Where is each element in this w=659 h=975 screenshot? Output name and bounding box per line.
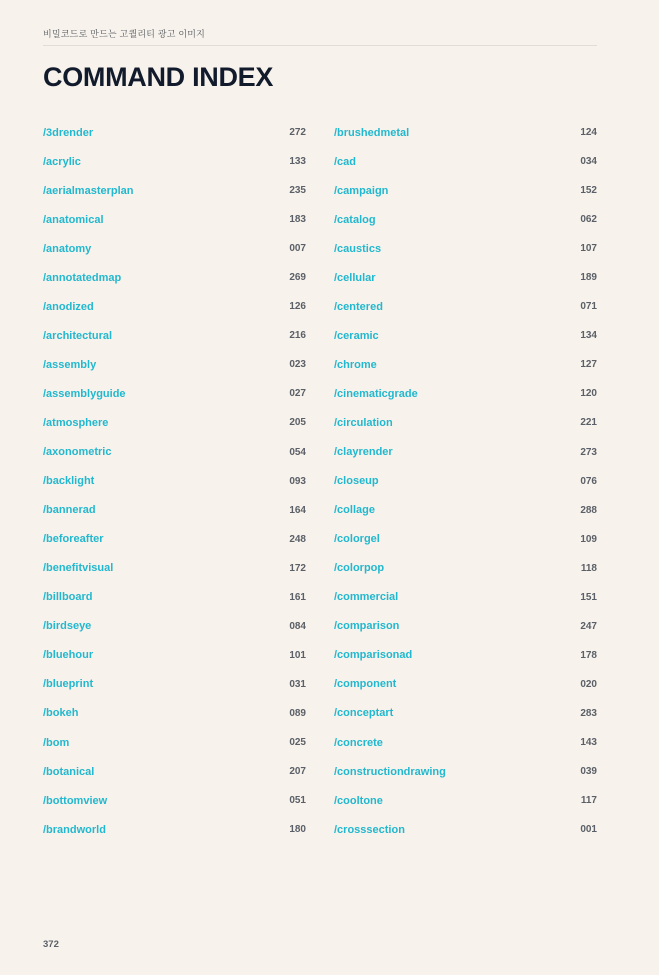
index-entry[interactable]: [43, 379, 306, 408]
command-page-number: 071: [580, 301, 597, 313]
command-page-number: 109: [580, 533, 597, 545]
index-entry[interactable]: [43, 176, 306, 205]
command-name[interactable]: /acrylic: [43, 155, 81, 168]
command-page-number: 221: [580, 417, 597, 429]
index-entry[interactable]: [334, 118, 597, 147]
index-entry[interactable]: [43, 292, 306, 321]
command-page-number: 076: [580, 475, 597, 487]
command-name[interactable]: /bluehour: [43, 649, 94, 662]
index-entry[interactable]: [43, 496, 306, 525]
index-entry[interactable]: [43, 815, 306, 844]
index-entry[interactable]: [334, 408, 597, 437]
index-entry[interactable]: [43, 670, 306, 699]
index-entry[interactable]: [43, 525, 306, 554]
command-name[interactable]: /bottomview: [43, 794, 108, 807]
command-page-number: 164: [289, 504, 306, 516]
index-entry[interactable]: [334, 263, 597, 292]
command-page-number: 248: [289, 533, 306, 545]
index-entry[interactable]: [43, 641, 306, 670]
command-page-number: 031: [289, 678, 306, 690]
index-entry[interactable]: [43, 699, 306, 728]
command-name[interactable]: /cooltone: [334, 794, 383, 807]
index-entry[interactable]: [334, 234, 597, 263]
command-name[interactable]: /centered: [334, 300, 383, 313]
index-entry[interactable]: [43, 467, 306, 496]
command-name[interactable]: /cad: [334, 155, 357, 168]
index-entry[interactable]: [334, 176, 597, 205]
command-name[interactable]: /caustics: [334, 242, 382, 255]
command-name[interactable]: /brandworld: [43, 823, 106, 836]
command-page-number: 269: [289, 272, 306, 284]
running-header: 비밀코드로 만드는 고퀄리티 광고 이미지: [43, 29, 206, 39]
command-page-number: 205: [289, 417, 306, 429]
page-title: COMMAND INDEX: [43, 62, 274, 92]
index-entry[interactable]: [43, 118, 306, 147]
index-column-left: [43, 118, 306, 844]
index-column-right: [334, 118, 597, 844]
command-name[interactable]: /closeup: [334, 475, 379, 488]
command-name[interactable]: /concrete: [334, 736, 383, 749]
command-page-number: 051: [289, 795, 306, 807]
footer-page-number: 372: [43, 939, 59, 950]
command-name[interactable]: /beforeafter: [43, 533, 104, 546]
command-name[interactable]: /atmosphere: [43, 416, 109, 429]
command-page-number: 273: [580, 446, 597, 458]
command-name[interactable]: /benefitvisual: [43, 562, 114, 575]
command-page-number: 124: [580, 127, 597, 139]
command-name[interactable]: /birdseye: [43, 620, 92, 633]
command-page-number: 118: [580, 562, 597, 574]
index-entry[interactable]: [334, 786, 597, 815]
index-entry[interactable]: [334, 379, 597, 408]
command-page-number: 027: [289, 388, 306, 400]
index-entry[interactable]: [334, 292, 597, 321]
command-page-number: 207: [289, 766, 306, 778]
index-entry[interactable]: [43, 321, 306, 350]
command-name[interactable]: /axonometric: [43, 446, 112, 459]
index-entry[interactable]: [43, 147, 306, 176]
command-name[interactable]: /colorpop: [334, 562, 385, 575]
command-name[interactable]: /anodized: [43, 300, 94, 313]
command-page-number: 178: [580, 649, 597, 661]
command-page-number: 023: [289, 359, 306, 371]
command-name[interactable]: /anatomy: [43, 242, 92, 255]
index-entry[interactable]: [334, 554, 597, 583]
command-name[interactable]: /backlight: [43, 475, 95, 488]
index-entry[interactable]: [334, 205, 597, 234]
command-name[interactable]: /architectural: [43, 329, 113, 342]
index-entry[interactable]: [334, 815, 597, 844]
header-divider: [43, 45, 597, 46]
command-name[interactable]: /cinematicgrade: [334, 387, 418, 400]
command-page-number: 143: [580, 737, 597, 748]
command-name[interactable]: /comparisonad: [334, 649, 413, 662]
command-name[interactable]: /circulation: [334, 416, 393, 429]
command-page-number: 107: [580, 243, 597, 255]
command-page-number: 235: [289, 185, 306, 197]
index-entry[interactable]: [334, 612, 597, 641]
command-page-number: 089: [289, 707, 306, 719]
command-name[interactable]: /campaign: [334, 184, 389, 197]
command-page-number: 152: [580, 185, 597, 197]
command-name[interactable]: /brushedmetal: [334, 126, 410, 139]
command-name[interactable]: /assemblyguide: [43, 387, 126, 400]
index-entry[interactable]: [43, 408, 306, 437]
command-page-number: 183: [289, 214, 306, 226]
command-name[interactable]: /commercial: [334, 591, 399, 604]
command-page-number: 161: [289, 591, 306, 603]
index-entry[interactable]: [334, 670, 597, 699]
command-page-number: 127: [580, 359, 597, 371]
index-entry[interactable]: [334, 583, 597, 612]
command-name[interactable]: /billboard: [43, 591, 93, 604]
index-entry[interactable]: [334, 350, 597, 379]
command-name[interactable]: /collage: [334, 504, 375, 517]
command-name[interactable]: /clayrender: [334, 446, 393, 459]
index-entry[interactable]: [334, 496, 597, 525]
index-entry[interactable]: [334, 525, 597, 554]
command-name[interactable]: /cellular: [334, 271, 376, 284]
command-name[interactable]: /comparison: [334, 620, 400, 633]
index-entry[interactable]: [334, 438, 597, 467]
index-entry[interactable]: [43, 757, 306, 786]
index-entry[interactable]: [334, 757, 597, 786]
command-page-number: 084: [289, 620, 306, 632]
command-page-number: 216: [289, 330, 306, 342]
index-entry[interactable]: [334, 641, 597, 670]
command-name[interactable]: /assembly: [43, 358, 97, 371]
command-name[interactable]: /crosssection: [334, 823, 405, 836]
index-entry[interactable]: [43, 205, 306, 234]
index-entry[interactable]: [43, 728, 306, 757]
command-page-number: 034: [580, 156, 597, 168]
command-page-number: 126: [289, 301, 306, 313]
command-page-number: 180: [289, 824, 306, 836]
command-page-number: 054: [289, 446, 306, 458]
command-name[interactable]: /catalog: [334, 213, 376, 226]
command-page-number: 007: [289, 243, 306, 255]
command-name[interactable]: /blueprint: [43, 678, 94, 691]
command-name[interactable]: /annotatedmap: [43, 271, 122, 284]
command-page-number: 272: [289, 127, 306, 139]
command-name[interactable]: /3drender: [43, 126, 94, 139]
command-page-number: 172: [289, 562, 306, 574]
command-page-number: 093: [289, 475, 306, 487]
index-entry[interactable]: [334, 321, 597, 350]
command-page-number: 247: [580, 620, 597, 632]
command-name[interactable]: /component: [334, 678, 397, 691]
command-page-number: 020: [580, 678, 597, 690]
command-page-number: 189: [580, 272, 597, 284]
index-entry[interactable]: [43, 263, 306, 292]
index-entry[interactable]: [43, 612, 306, 641]
index-entry[interactable]: [334, 467, 597, 496]
command-page-number: 283: [580, 707, 597, 719]
command-name[interactable]: /aerialmasterplan: [43, 184, 134, 197]
command-name[interactable]: /conceptart: [334, 707, 394, 720]
command-page-number: 117: [580, 795, 597, 807]
index-entry[interactable]: [43, 350, 306, 379]
command-page-number: 039: [580, 766, 597, 778]
index-entry[interactable]: [334, 699, 597, 728]
index-entry[interactable]: [43, 234, 306, 263]
command-page-number: 025: [289, 737, 306, 748]
command-name[interactable]: /bokeh: [43, 707, 79, 720]
command-name[interactable]: /chrome: [334, 358, 377, 371]
command-name[interactable]: /colorgel: [334, 533, 380, 546]
index-entry[interactable]: [43, 583, 306, 612]
command-name[interactable]: /botanical: [43, 765, 95, 778]
command-name[interactable]: /constructiondrawing: [334, 765, 446, 778]
index-entry[interactable]: [43, 786, 306, 815]
command-page-number: 001: [580, 824, 597, 836]
command-page-number: 133: [289, 156, 306, 168]
index-entry[interactable]: [43, 554, 306, 583]
command-page-number: 288: [580, 504, 597, 516]
index-entry[interactable]: [334, 147, 597, 176]
command-page-number: 101: [289, 649, 306, 661]
command-name[interactable]: /ceramic: [334, 329, 379, 342]
command-name[interactable]: /bom: [43, 736, 70, 749]
command-page-number: 062: [580, 214, 597, 226]
command-page-number: 151: [580, 591, 597, 603]
command-name[interactable]: /bannerad: [43, 504, 96, 517]
command-page-number: 120: [580, 388, 597, 400]
index-entry[interactable]: [334, 728, 597, 757]
index-entry[interactable]: [43, 438, 306, 467]
command-page-number: 134: [580, 330, 597, 342]
command-name[interactable]: /anatomical: [43, 213, 104, 226]
